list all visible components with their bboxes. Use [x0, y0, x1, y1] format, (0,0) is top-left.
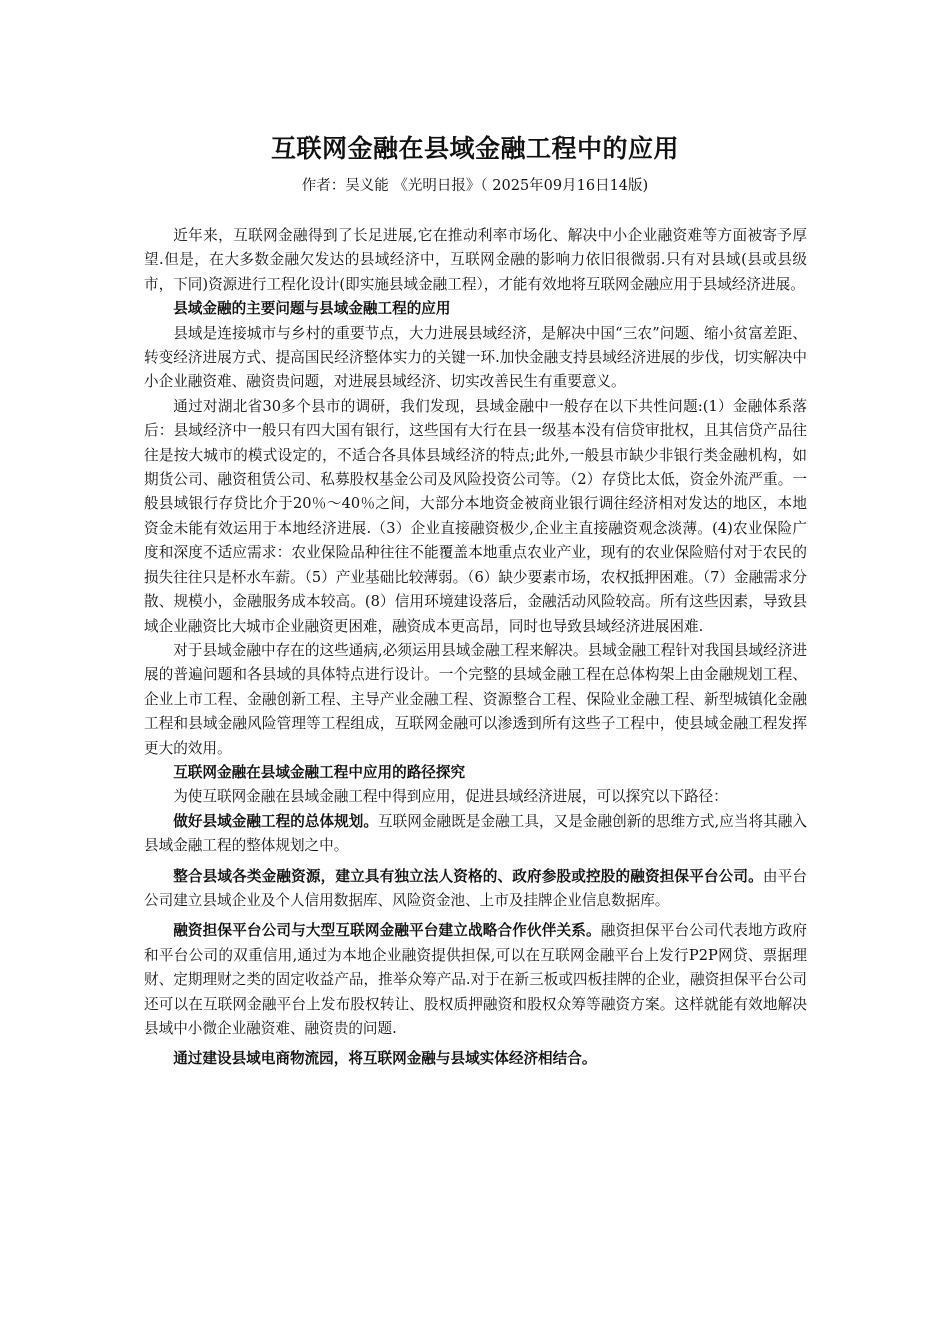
article-byline: 作者：吴义能 《光明日报》（ 2025年09月16日14版) [301, 178, 649, 194]
paragraph: 为使互联网金融在县域金融工程中得到应用，促进县域经济进展，可以探究以下路径： [173, 788, 728, 806]
paragraph: 对于县域金融中存在的这些通病,必须运用县域金融工程来解决。县域金融工程针对我国县域经济进展的普遍问题和各县域的具体特点进行设计。一个完整的县域金融工程在总体构架上由金融规划工程、企业上市工程、金融创新工程、主导产业金融工程、资源整合工程、保险业金融工程、新型城镇化金融工程和县域金融风险管理等工程组成，互联网金融可以渗透到所有这些子工程中，使县域金融工程发挥更大的效用。 [144, 641, 807, 757]
paragraph [144, 919, 807, 1041]
paragraph [144, 865, 807, 914]
paragraph-lead: 做好县域金融工程的总体规划。 [173, 812, 379, 830]
paragraph [144, 810, 807, 859]
paragraph: 通过对湖北省30多个县市的调研，我们发现，县域金融中一般存在以下共性问题:(1）金融体系落后：县域经济中一般只有四大国有银行，这些国有大行在县一级基本没有信贷审批权，且其信贷产品往往是按大城市的模式设定的，不适合各具体县域经济的特点;此外,一般县市缺少非银行类金融机构，如期货公司、融资租赁公司、私募股权基金公司及风险投资公司等。（2）存贷比太低，资金外流严重。一般县域银行存贷比介于20％～40％之间，大部分本地资金被商业银行调往经济相对发达的地区，本地资金未能有效运用于本地经济进展.（3）企业直接融资极少,企业主直接融资观念淡薄。(4)农业保险广度和深度不适应需求：农业保险品种往往不能覆盖本地重点农业产业，现有的农业保险赔付对于农民的损失往往只是杯水车薪。（5）产业基础比较薄弱。（6）缺少要素市场，农权抵押困难。（7）金融需求分散、规模小，金融服务成本较高。(8）信用环境建设落后，金融活动风险较高。所有这些因素，导致县域企业融资比大城市企业融资更困难，融资成本更高昂，同时也导致县域经济进展困难. [144, 397, 807, 635]
paragraph [144, 1047, 807, 1071]
article-title: 互联网金融在县域金融工程中的应用 [270, 134, 679, 163]
paragraph-lead: 通过建设县域电商物流园，将互联网金融与县域实体经济相结合。 [173, 1050, 597, 1068]
article-body [144, 224, 807, 1072]
section-heading: 互联网金融在县域金融工程中应用的路径探究 [173, 763, 466, 781]
paragraph-lead: 融资担保平台公司与大型互联网金融平台建立战略合作伙伴关系。 [173, 922, 601, 940]
paragraph-text: 互联网金融既是金融工具，又是金融创新的思维方式,应当将其融入县域金融工程的整体规划之中。 [144, 812, 807, 855]
section-heading: 县域金融的主要问题与县域金融工程的应用 [173, 300, 451, 318]
paragraph: 县域是连接城市与乡村的重要节点，大力进展县域经济，是解决中国“三农”问题、缩小贫富差距、转变经济进展方式、提高国民经济整体实力的关键一环.加快金融支持县域经济进展的步伐，切实解决中小企业融资难、融资贵问题，对进展县域经济、切实改善民生有重要意义。 [144, 324, 807, 391]
paragraph-text: 由平台公司建立县域企业及个人信用数据库、风险资金池、上市及挂牌企业信息数据库。 [144, 867, 807, 909]
paragraph-lead: 整合县域各类金融资源，建立具有独立法人资格的、政府参股或控股的融资担保平台公司。 [173, 867, 763, 885]
paragraph-text: 融资担保平台公司代表地方政府和平台公司的双重信用,通过为本地企业融资提供担保,可以在互联网金融平台上发行P2P网贷、票据理财、定期理财之类的固定收益产品，推举众筹产品.对于在新三板或四板挂牌的企业，融资担保平台公司还可以在互联网金融平台上发布股权转让、股权质押融资和股权众筹等融资方案。这样就能有效地解决县域中小微企业融资难、融资贵的问题. [144, 922, 807, 1037]
paragraph: 近年来，互联网金融得到了长足进展,它在推动利率市场化、解决中小企业融资难等方面被寄予厚望.但是，在大多数金融欠发达的县域经济中，互联网金融的影响力依旧很微弱.只有对县域(县或县级市，下同)资源进行工程化设计(即实施县域金融工程），才能有效地将互联网金融应用于县域经济进展。 [144, 227, 807, 293]
